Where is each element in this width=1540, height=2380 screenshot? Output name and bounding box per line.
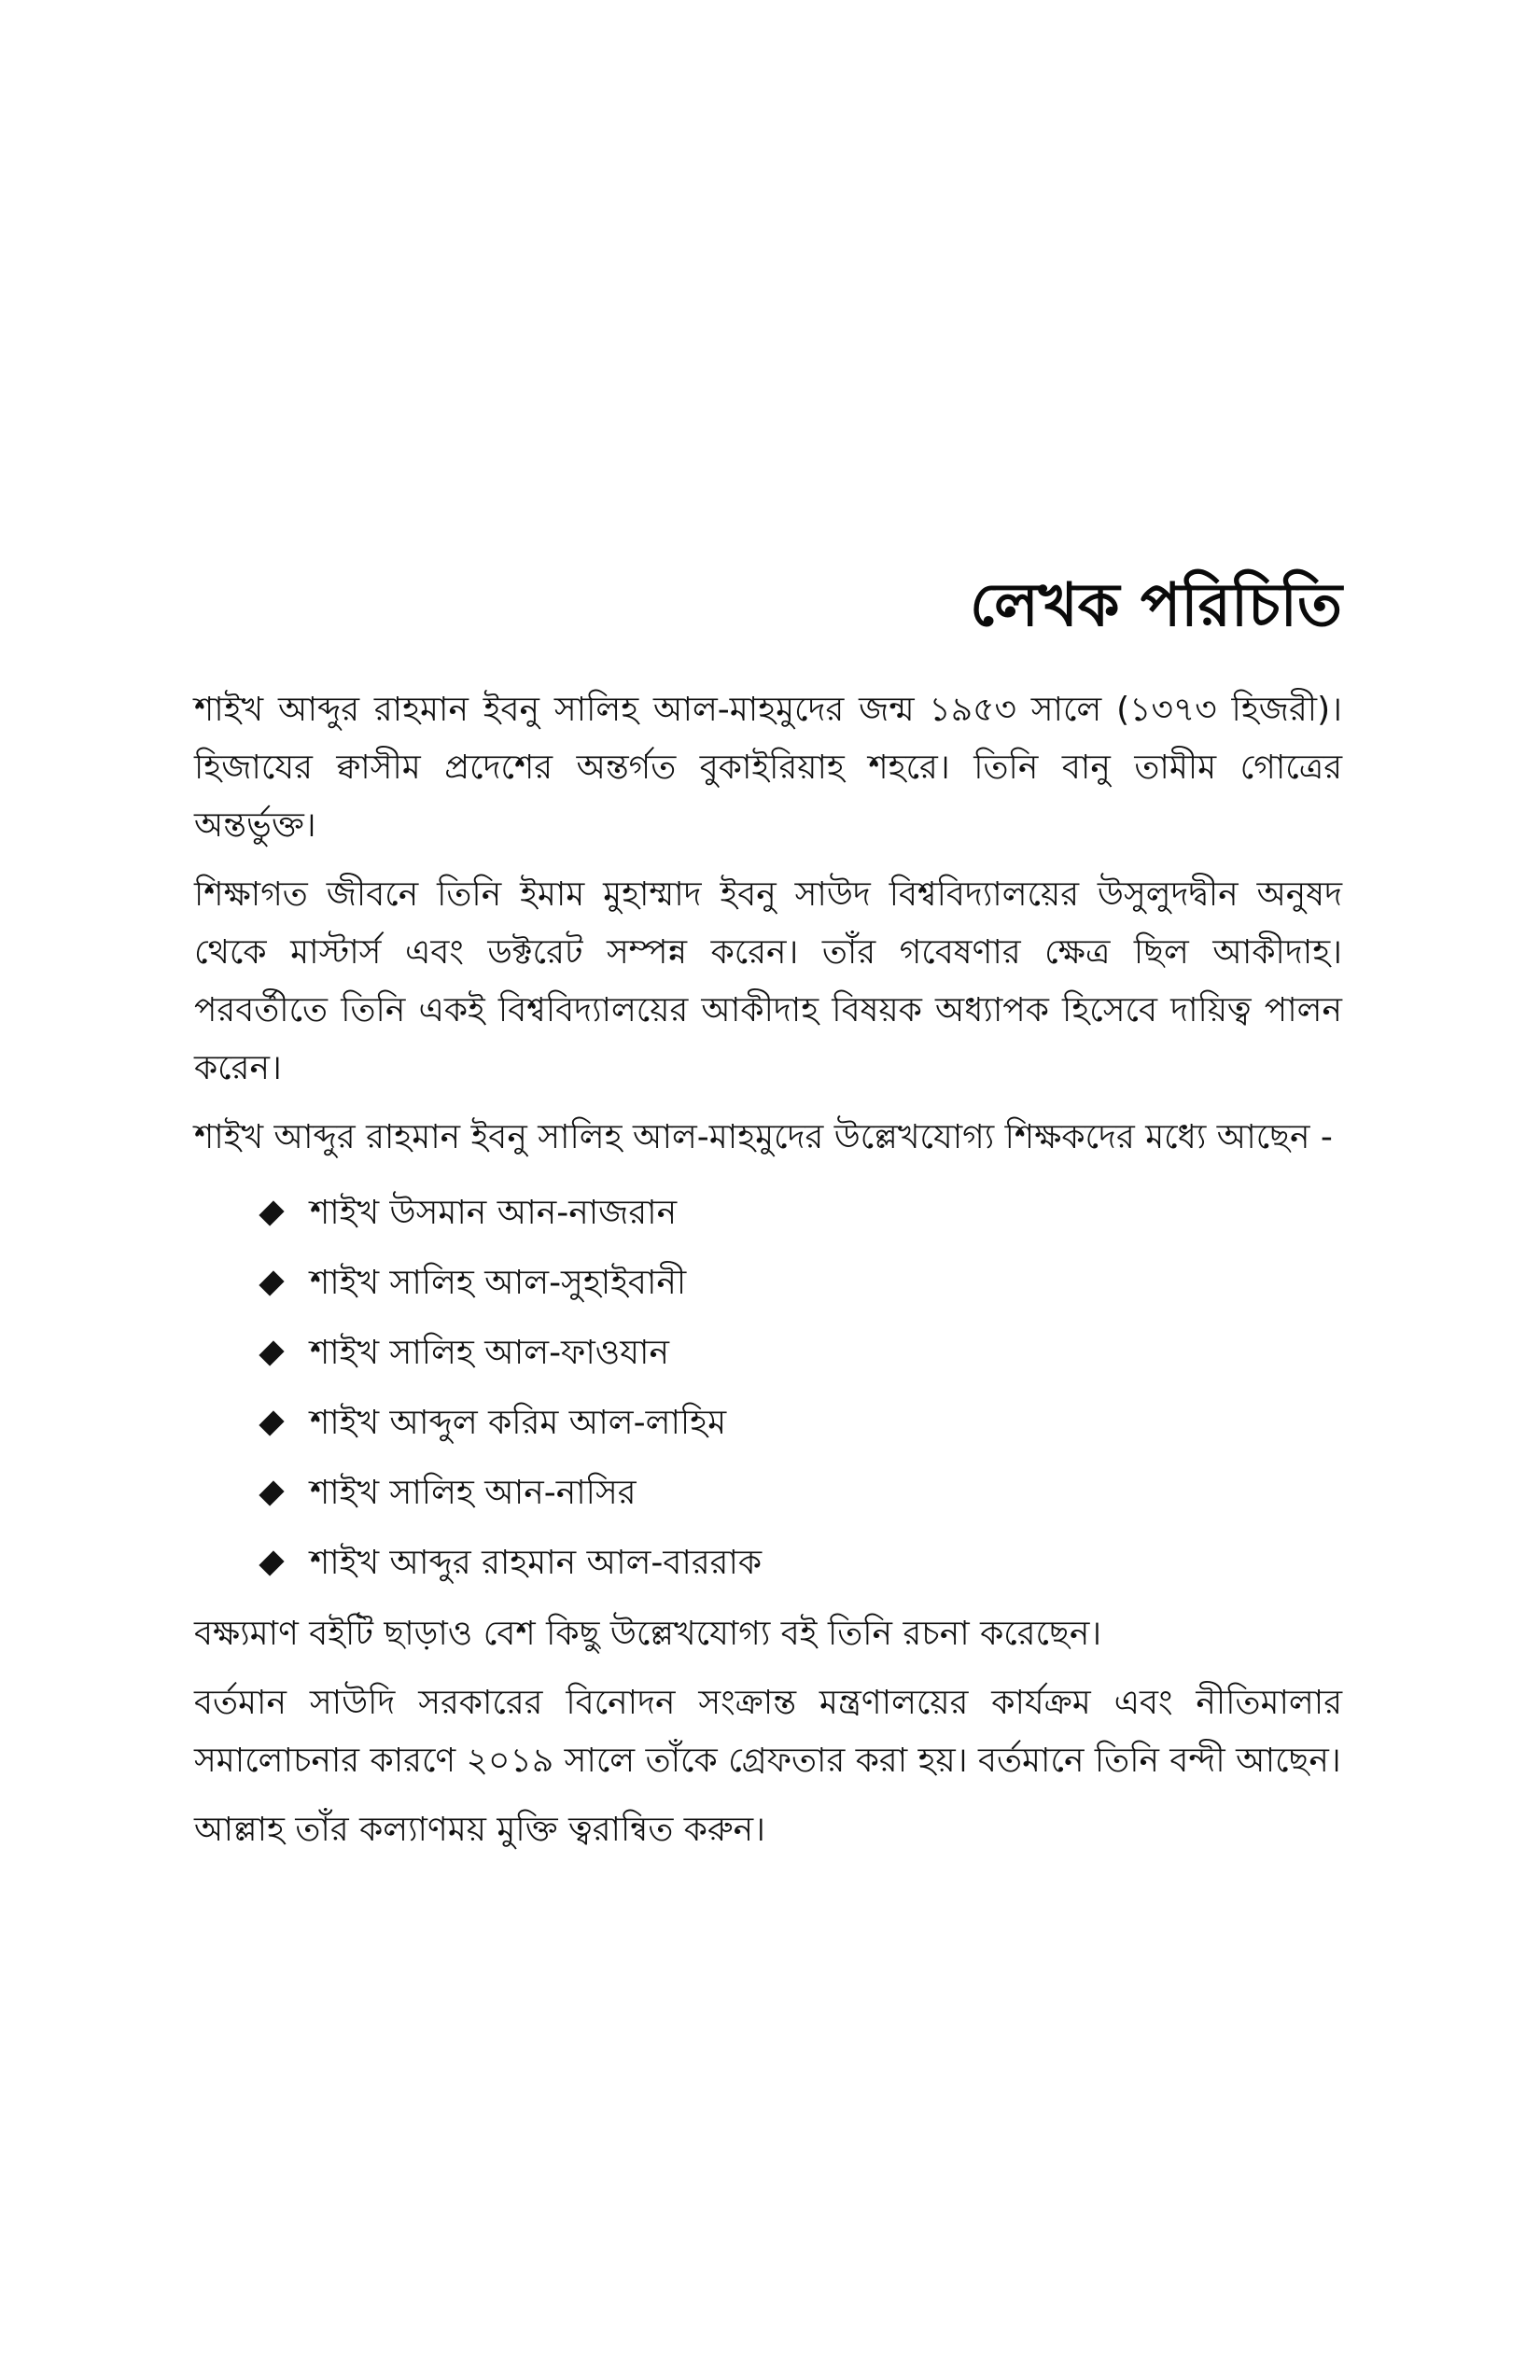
diamond-icon bbox=[259, 1480, 284, 1505]
diamond-icon bbox=[259, 1410, 284, 1435]
paragraph-education: শিক্ষাগত জীবনে তিনি ইমাম মুহাম্মাদ ইবনু সাউদ বিশ্ববিদ্যালয়ের উসুলুদদ্বীন অনুষদ থেকে মাস্টার্স এবং ডক্টরেট সম্পন্ন করেন। তাঁর গবেষণার ক্ষেত্র ছিল আকীদাহ। পরবর্তীতে তিনি একই বিশ্ববিদ্যালয়ের আকীদাহ বিষয়ক অধ্যাপক হিসেবে দায়িত্ব পালন করেন। bbox=[194, 875, 1342, 1087]
list-item bbox=[261, 1388, 1342, 1458]
teacher-name: শাইখ আব্দুল করিম আল-লাহিম bbox=[310, 1403, 727, 1442]
list-item bbox=[261, 1178, 1342, 1248]
paragraph-books: বক্ষ্যমাণ বইটি ছাড়াও বেশ কিছু উল্লেখযোগ্য বই তিনি রচনা করেছেন। bbox=[194, 1615, 1102, 1653]
page-title: লেখক পরিচিতি bbox=[970, 570, 1342, 640]
paragraph-teachers-intro: শাইখ আব্দুর রাহমান ইবনু সালিহ আল-মাহমুদের উল্লেখযোগ্য শিক্ষকদের মধ্যে আছেন - bbox=[194, 1118, 1333, 1156]
author-bio bbox=[194, 681, 1342, 1870]
diamond-icon bbox=[259, 1200, 284, 1225]
list-item bbox=[261, 1318, 1342, 1388]
teacher-name: শাইখ সালিহ আন-নাসির bbox=[310, 1473, 637, 1512]
list-item bbox=[261, 1248, 1342, 1318]
diamond-icon bbox=[259, 1550, 284, 1575]
teacher-name: শাইখ আব্দুর রাহমান আল-বাররাক bbox=[310, 1543, 763, 1582]
teachers-list bbox=[194, 1178, 1342, 1598]
list-item bbox=[261, 1458, 1342, 1528]
teacher-name: শাইখ উসমান আন-নাজরান bbox=[310, 1193, 678, 1232]
book-page bbox=[194, 0, 1342, 2380]
list-item bbox=[261, 1528, 1342, 1598]
teacher-name: শাইখ সালিহ আল-ফাওযান bbox=[310, 1333, 669, 1372]
paragraph-arrest: বর্তমান সাউদি সরকারের বিনোদন সংক্রান্ত মন্ত্রণালয়ের কার্যক্রম এবং নীতিমালার সমালোচনার কারণে ২০১৯ সালে তাঁকে গ্রেফতার করা হয়। বর্তমানে তিনি বন্দী আছেন। bbox=[194, 1684, 1342, 1780]
paragraph-birth: শাইখ আব্দুর রাহমান ইবনু সালিহ আল-মাহমুদের জন্ম ১৯৫৩ সালে (১৩৭৩ হিজরী)। হিজাযের ক্বাসীম প্রদেশের অন্তর্গত বুকাইরিয়াহ শহরে। তিনি বানু তামীম গোত্রের অন্তর্ভুক্ত। bbox=[194, 691, 1342, 845]
paragraph-prayer: আল্লাহ তাঁর কল্যাণময় মুক্তি ত্বরান্বিত করুন। bbox=[194, 1811, 765, 1849]
diamond-icon bbox=[259, 1340, 284, 1365]
diamond-icon bbox=[259, 1270, 284, 1295]
teacher-name: শাইখ সালিহ আল-সুহাইবানী bbox=[310, 1263, 687, 1302]
